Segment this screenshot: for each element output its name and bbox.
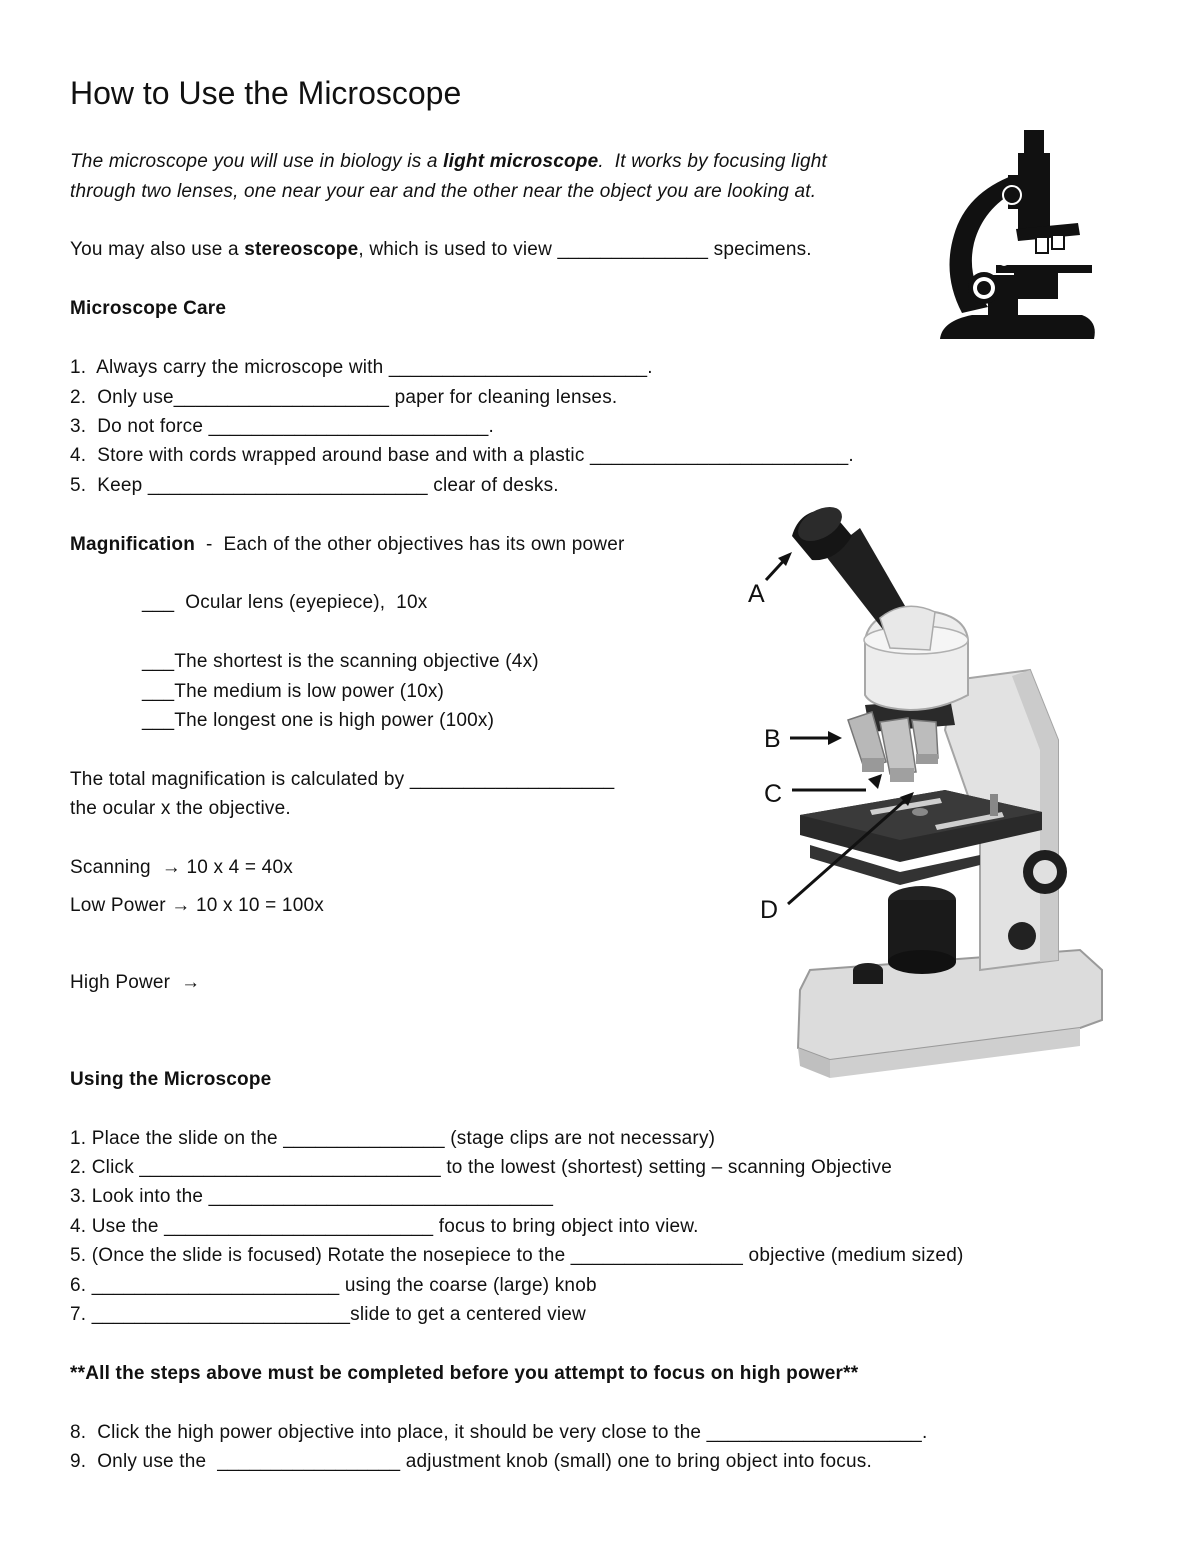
using-step: 1. Place the slide on the _______________ (stage clips are not necessary) [70, 1128, 716, 1149]
objective-line: ___The shortest is the scanning objective (4x) [142, 651, 539, 672]
using-step: 5. (Once the slide is focused) Rotate the nosepiece to the ________________ objective (medium sized) [70, 1245, 964, 1266]
stereoscope-line [70, 238, 812, 262]
low-power-calc: Low Power → 10 x 10 = 100x [70, 895, 324, 916]
label-d: D [760, 896, 779, 924]
magnification-line [70, 533, 625, 557]
intro-text: The microscope you will use in biology is a [70, 151, 444, 172]
care-item: 1. Always carry the microscope with ________________________. [70, 357, 653, 378]
high-power-calc: High Power → [70, 972, 201, 993]
care-item: 4. Store with cords wrapped around base and with a plastic ________________________. [70, 445, 854, 466]
microscope-diagram [740, 500, 1120, 1085]
care-item: 2. Only use____________________ paper for cleaning lenses. [70, 387, 618, 408]
label-c: C [764, 780, 783, 808]
objective-lenses [848, 712, 938, 782]
stereo-text: You may also use a [70, 239, 245, 260]
magnification-note: - Each of the other objectives has its own power [195, 534, 625, 555]
using-heading: Using the Microscope [70, 1069, 272, 1090]
label-b: B [764, 725, 781, 753]
objective-line: ___The medium is low power (10x) [142, 681, 445, 702]
stereo-emphasis: stereoscope [244, 239, 359, 260]
high-power-warning: **All the steps above must be completed before you attempt to focus on high power** [70, 1363, 859, 1384]
using-step: 3. Look into the ________________________________ [70, 1186, 554, 1207]
using-step: 2. Click ____________________________ to the lowest (shortest) setting – scanning Objective [70, 1157, 893, 1178]
care-item: 5. Keep __________________________ clear of desks. [70, 475, 559, 496]
magnification-heading: Magnification [70, 534, 196, 555]
intro-line-1 [70, 150, 827, 174]
page-title: How to Use the Microscope [70, 75, 462, 111]
intro-text: . It works by focusing light [598, 151, 827, 172]
care-item: 3. Do not force __________________________. [70, 416, 494, 437]
using-step: 4. Use the _________________________ focus to bring object into view. [70, 1216, 699, 1237]
using-step: 7. ________________________slide to get a centered view [70, 1304, 586, 1325]
objective-line: ___The longest one is high power (100x) [142, 710, 495, 731]
using-step: 6. _______________________ using the coarse (large) knob [70, 1275, 597, 1296]
label-a: A [748, 580, 765, 608]
using-step: 9. Only use the _________________ adjustment knob (small) one to bring object into focus. [70, 1451, 872, 1472]
scanning-calc: Scanning → 10 x 4 = 40x [70, 857, 293, 878]
total-magnification-line: the ocular x the objective. [70, 798, 291, 819]
total-magnification-line: The total magnification is calculated by ___________________ [70, 769, 615, 790]
intro-emphasis: light microscope [443, 151, 599, 172]
using-step: 8. Click the high power objective into place, it should be very close to the ____________________. [70, 1422, 928, 1443]
ocular-line: ___ Ocular lens (eyepiece), 10x [142, 592, 428, 613]
intro-line-2: through two lenses, one near your ear and the other near the object you are looking at. [70, 181, 817, 202]
care-heading: Microscope Care [70, 298, 227, 319]
fine-focus-knob [1008, 922, 1036, 950]
stereo-text: , which is used to view ______________ specimens. [358, 239, 812, 260]
microscope-silhouette-icon [932, 125, 1102, 347]
